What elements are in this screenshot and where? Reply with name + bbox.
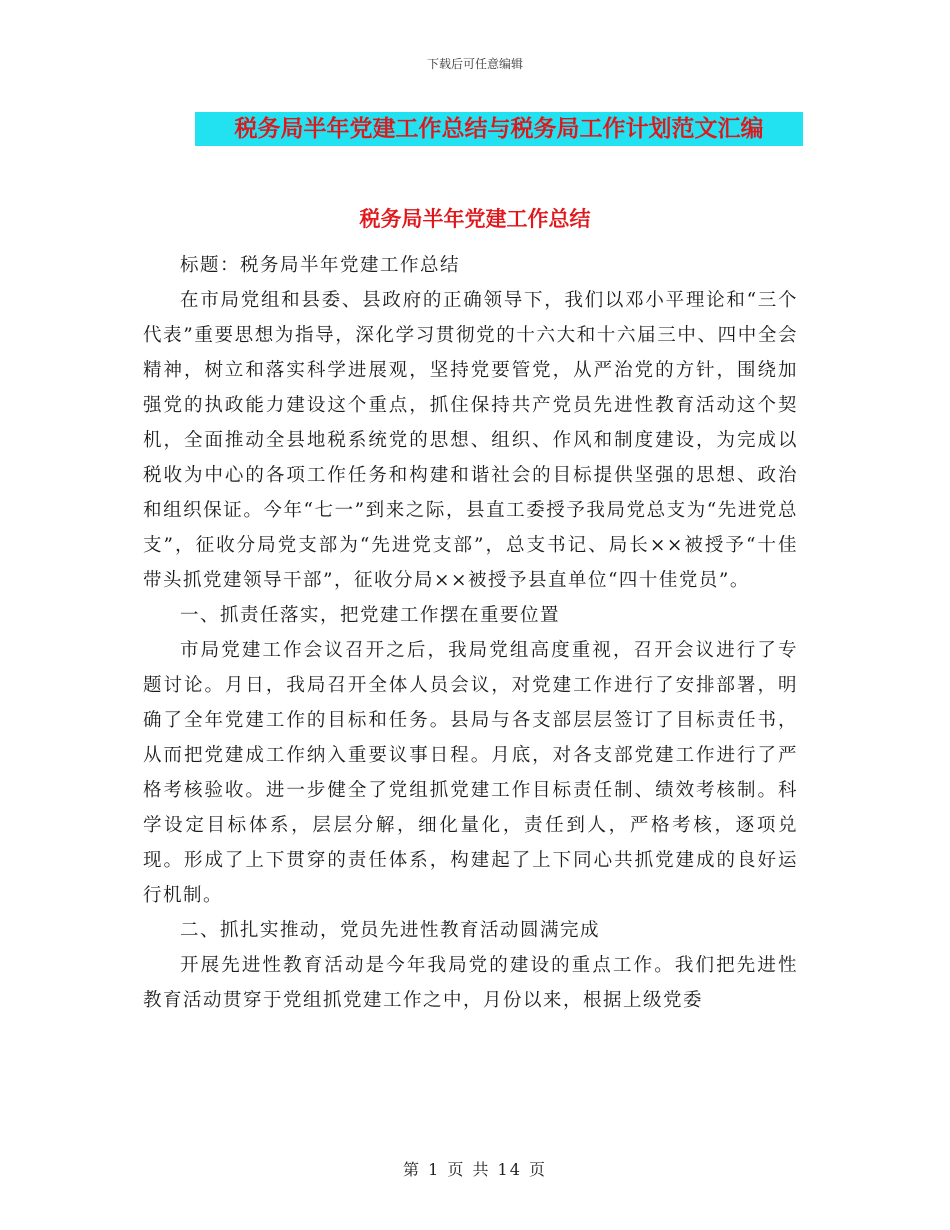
header-note: 下载后可任意编辑 [426, 57, 523, 71]
main-title-highlight [195, 112, 803, 146]
title-line: 标题：税务局半年党建工作总结 [180, 255, 461, 276]
paragraph-section-2: 开展先进性教育活动是今年我局党的建设的重点工作。我们把先进性教育活动贯穿于党组抓党建工作之中，月份以来，根据上级党委 [143, 955, 798, 1011]
section-title: 税务局半年党建工作总结 [359, 207, 591, 231]
page-footer: 第 1 页 共 14 页 [403, 1160, 547, 1179]
heading-section-2: 二、抓扎实推动，党员先进性教育活动圆满完成 [180, 920, 601, 941]
document-body [143, 248, 798, 1018]
paragraph-section-1: 市局党建工作会议召开之后，我局党组高度重视，召开会议进行了专题讨论。月日，我局召开全体人员会议，对党建工作进行了安排部署，明确了全年党建工作的目标和任务。县局与各支部层层签订了目标责任书，从而把党建成工作纳入重要议事日程。月底，对各支部党建工作进行了严格考核验收。进一步健全了党组抓党建工作目标责任制、绩效考核制。科学设定目标体系，层层分解，细化量化，责任到人，严格考核，逐项兑现。形成了上下贯穿的责任体系，构建起了上下同心共抓党建成的良好运行机制。 [143, 640, 798, 906]
main-title: 税务局半年党建工作总结与税务局工作计划范文汇编 [234, 116, 764, 142]
heading-section-1: 一、抓责任落实，把党建工作摆在重要位置 [180, 605, 561, 626]
paragraph-intro: 在市局党组和县委、县政府的正确领导下，我们以邓小平理论和“三个代表”重要思想为指导，深化学习贯彻党的十六大和十六届三中、四中全会精神，树立和落实科学进展观，坚持党要管党，从严治党的方针，围绕加强党的执政能力建设这个重点，抓住保持共产党员先进性教育活动这个契机，全面推动全县地税系统党的思想、组织、作风和制度建设，为完成以税收为中心的各项工作任务和构建和谐社会的目标提供坚强的思想、政治和组织保证。今年“七一”到来之际，县直工委授予我局党总支为“先进党总支”，征收分局党支部为“先进党支部”，总支书记、局长××被授予“十佳带头抓党建领导干部”，征收分局××被授予县直单位“四十佳党员”。 [143, 290, 798, 591]
